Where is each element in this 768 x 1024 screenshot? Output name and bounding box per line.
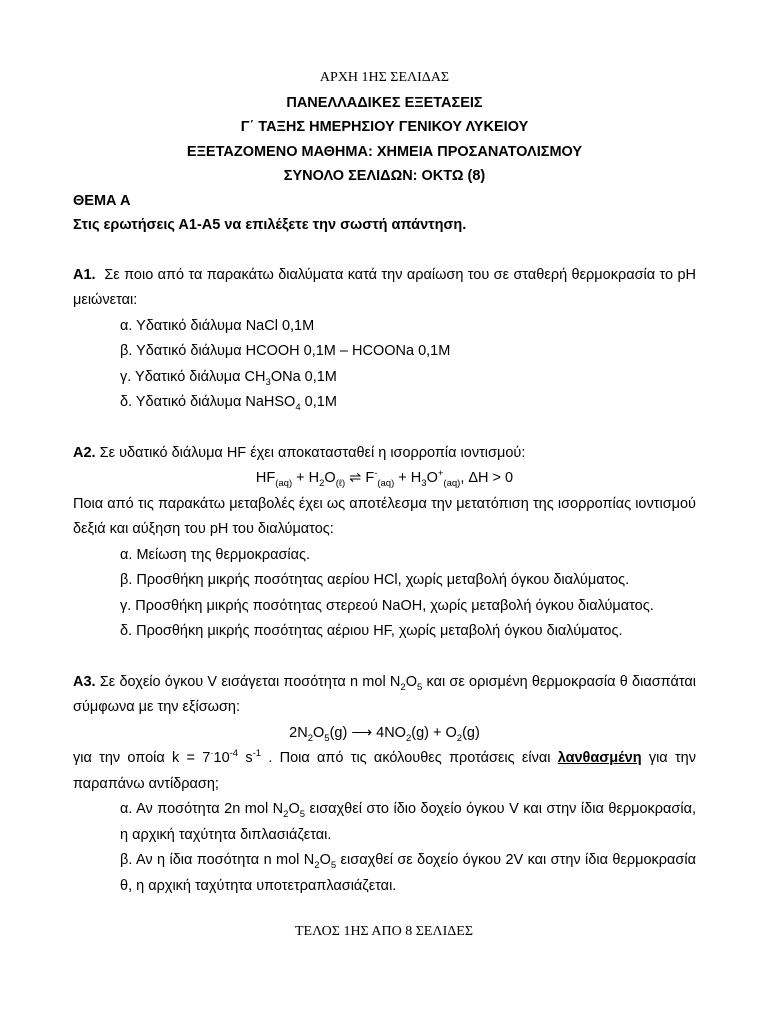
a3-emphasis-wrong: λανθασμένη bbox=[557, 750, 642, 766]
a2-equation bbox=[73, 466, 696, 492]
question-a2-label: Α2. bbox=[73, 444, 96, 461]
eq-term: (g) ⟶ 4NO bbox=[329, 724, 406, 741]
a1-option-d-text: δ. Υδατικό διάλυμα NaHSO bbox=[120, 394, 296, 410]
question-a2 bbox=[73, 441, 696, 467]
exam-title: ΠΑΝΕΛΛΑΔΙΚΕΣ ΕΞΕΤΑΣΕΙΣ bbox=[286, 94, 483, 111]
question-a2-text: Σε υδατικό διάλυμα HF έχει αποκατασταθεί η ισορροπία ιοντισμού: bbox=[99, 444, 526, 461]
a3-k-dot: · bbox=[210, 748, 214, 760]
a3-option-b-text: β. Αν η ίδια ποσότητα n mol N bbox=[120, 852, 315, 868]
eq-sub: 2 bbox=[307, 732, 313, 744]
eq-sub: (ℓ) bbox=[335, 477, 346, 489]
eq-term: O bbox=[313, 724, 325, 741]
a3-option-a-text: α. Αν ποσότητα 2n mol N bbox=[120, 801, 284, 817]
a1-option-a-text: α. Υδατικό διάλυμα NaCl 0,1M bbox=[120, 317, 315, 334]
page-footer: ΤΕΛΟΣ 1ΗΣ ΑΠΟ 8 ΣΕΛΙΔΕΣ bbox=[295, 924, 473, 939]
a3-k-text: s bbox=[238, 750, 253, 766]
a3-k-text: . Ποια από τις ακόλουθες προτάσεις είναι bbox=[261, 750, 558, 766]
question-a3-text: Σε δοχείο όγκου V εισάγεται ποσότητα n mol N bbox=[99, 673, 401, 690]
eq-sub: (aq) bbox=[377, 477, 395, 489]
a1-option-d-sub: 4 bbox=[295, 401, 301, 413]
a3-sub: 5 bbox=[299, 808, 306, 820]
eq-term: (g) + O bbox=[411, 724, 457, 741]
section-instructions: Στις ερωτήσεις Α1-Α5 να επιλέξετε την σωστή απάντηση. bbox=[73, 217, 467, 233]
pages-total-line: ΣΥΝΟΛΟ ΣΕΛΙΔΩΝ: ΟΚΤΩ (8) bbox=[283, 168, 486, 184]
eq-term: + H bbox=[292, 470, 320, 486]
section-title: ΘΕΜΑ Α bbox=[73, 192, 131, 209]
question-a3-text: και σε ορισμένη θερμοκρασία θ διασπάται σύμφωνα με την εξίσωση: bbox=[73, 673, 696, 715]
a3-option-a-text: εισαχθεί στο ίδιο δοχείο όγκου V και στην ίδια θερμοκρασία, η αρχική ταχύτητα διπλασιάζεται. bbox=[120, 801, 696, 843]
subject-line: ΕΞΕΤΑΖΟΜΕΝΟ ΜΑΘΗΜΑ: ΧΗΜΕΙΑ ΠΡΟΣΑΝΑΤΟΛΙΣΜΟΥ bbox=[186, 143, 583, 160]
a1-option-b-text: β. Υδατικό διάλυμα HCOOH 0,1M – HCOONa 0,1M bbox=[120, 343, 451, 359]
eq-sub: 2 bbox=[405, 732, 412, 744]
a1-option-d bbox=[73, 390, 696, 416]
a3-option-b-text: O bbox=[319, 852, 331, 868]
a3-k-text: για την οποία k = 7 bbox=[73, 750, 211, 766]
eq-sub: 5 bbox=[324, 732, 330, 744]
a3-rate-constant bbox=[73, 746, 696, 797]
a3-sub: 5 bbox=[416, 681, 423, 693]
eq-sub: 2 bbox=[456, 732, 463, 744]
a2-option-b: β. Προσθήκη μικρής ποσότητας αερίου HCl, χωρίς μεταβολή όγκου διαλύματος. bbox=[120, 572, 630, 588]
a3-k-sup: -1 bbox=[252, 748, 262, 760]
eq-term: O bbox=[426, 470, 438, 486]
eq-term: 2N bbox=[289, 724, 308, 741]
a2-option-a: α. Μείωση της θερμοκρασίας. bbox=[120, 546, 311, 563]
a3-k-sup: -4 bbox=[229, 748, 239, 760]
a2-option-d: δ. Προσθήκη μικρής ποσότητας αέριου HF, χωρίς μεταβολή όγκου διαλύματος. bbox=[120, 623, 623, 639]
a1-option-c-text: γ. Υδατικό διάλυμα CH bbox=[120, 368, 266, 385]
a3-k-text: 10 bbox=[213, 750, 230, 766]
a3-equation bbox=[73, 721, 696, 747]
a1-option-d-suffix: 0,1M bbox=[300, 394, 337, 410]
a3-sub: 2 bbox=[314, 859, 320, 871]
question-a3-text: O bbox=[405, 673, 417, 690]
eq-term: O bbox=[324, 470, 336, 486]
a1-option-c-sub: 3 bbox=[265, 376, 271, 388]
eq-sup: - bbox=[374, 468, 378, 480]
eq-term: HF bbox=[255, 470, 276, 486]
eq-term: + H bbox=[394, 470, 422, 486]
page-start-label: ΑΡΧΗ 1ΗΣ ΣΕΛΙΔΑΣ bbox=[319, 70, 450, 85]
a3-option-a bbox=[73, 797, 696, 848]
question-a3 bbox=[73, 670, 696, 721]
school-line: Γ΄ ΤΑΞΗΣ ΗΜΕΡΗΣΙΟΥ ΓΕΝΙΚΟΥ ΛΥΚΕΙΟΥ bbox=[240, 119, 529, 135]
eq-term: , ΔH > 0 bbox=[460, 470, 514, 486]
question-a1-text: Σε ποιο από τα παρακάτω διαλύματα κατά την αραίωση του σε σταθερή θερμοκρασία το pH μειώνεται: bbox=[73, 266, 696, 308]
question-a3-label: Α3. bbox=[73, 673, 96, 690]
a1-option-c bbox=[73, 365, 696, 391]
eq-sub: 3 bbox=[421, 477, 427, 489]
question-a1-label: Α1. bbox=[73, 266, 96, 283]
a1-option-c-suffix: ONa 0,1M bbox=[270, 368, 337, 385]
eq-sup: + bbox=[437, 468, 444, 480]
a3-sub: 2 bbox=[283, 808, 289, 820]
a3-k-text: για την παραπάνω αντίδραση; bbox=[73, 750, 696, 792]
question-a2-prompt: Ποια από τις παρακάτω μεταβολές έχει ως αποτέλεσμα την μετατόπιση της ισορροπίας ιοντισμού δεξιά και αύξηση του pH του διαλύματος: bbox=[73, 495, 696, 537]
a1-option-a bbox=[73, 314, 696, 340]
eq-sub: (aq) bbox=[443, 477, 461, 489]
eq-term: ⇌ F bbox=[345, 470, 375, 486]
eq-term: (g) bbox=[462, 724, 480, 741]
a3-option-a-text: O bbox=[288, 801, 300, 817]
exam-page bbox=[73, 66, 696, 899]
question-a1 bbox=[73, 263, 696, 314]
a3-sub: 5 bbox=[330, 859, 337, 871]
a3-sub: 2 bbox=[400, 681, 406, 693]
a2-option-c: γ. Προσθήκη μικρής ποσότητας στερεού NaOH, χωρίς μεταβολή όγκου διαλύματος. bbox=[120, 597, 654, 614]
a1-option-b bbox=[73, 339, 696, 365]
a3-option-b bbox=[73, 848, 696, 899]
eq-sub: (aq) bbox=[275, 477, 293, 489]
eq-sub: 2 bbox=[319, 477, 325, 489]
a3-option-b-text: εισαχθεί σε δοχείο όγκου 2V και στην ίδια θερμοκρασία θ, η αρχική ταχύτητα υποτετραπλασιάζεται. bbox=[120, 852, 696, 894]
